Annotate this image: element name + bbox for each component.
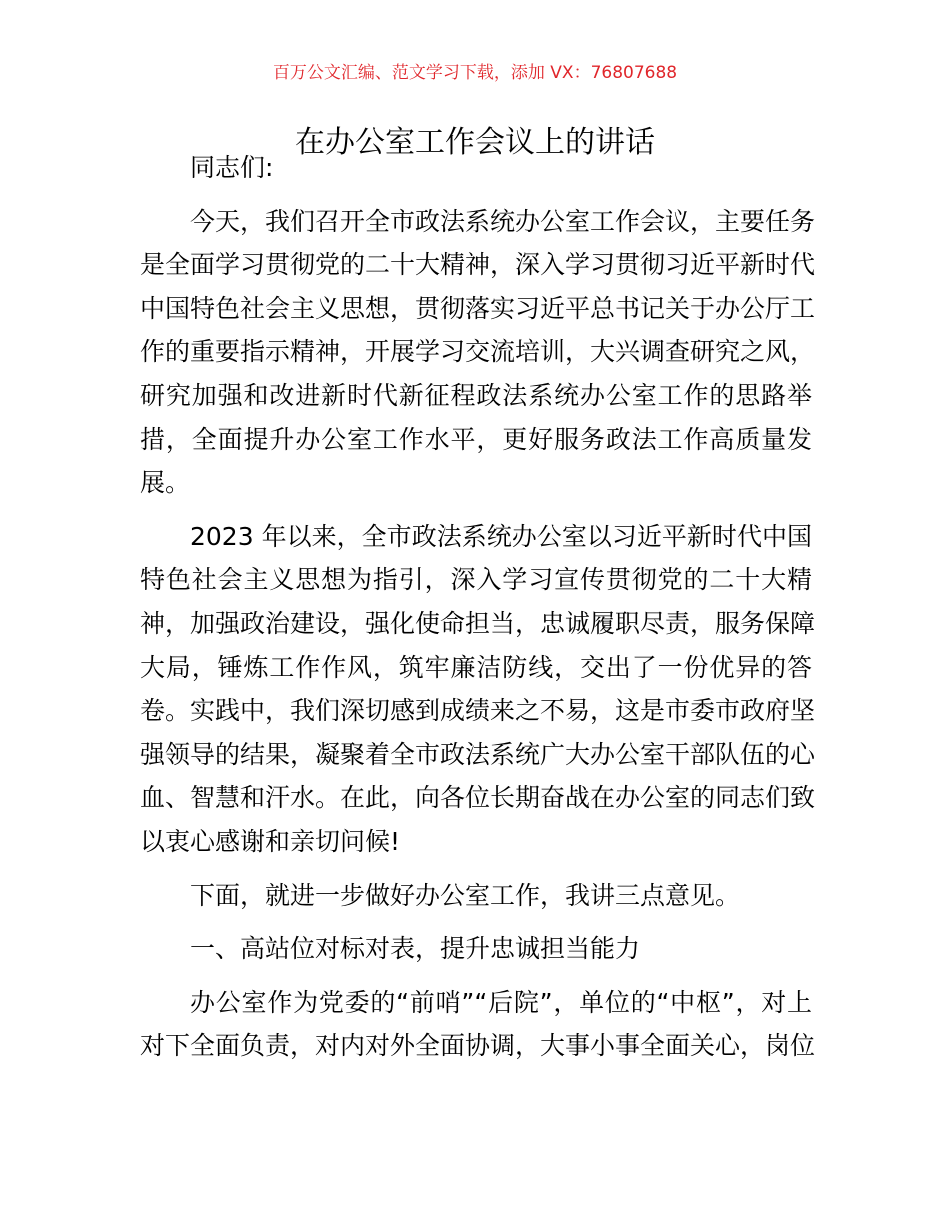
- text-line: 神，加强政治建设，强化使命担当，忠诚履职尽责，服务保障: [140, 608, 816, 638]
- text-line: 对下全面负责，对内对外全面协调，大事小事全面关心，岗位: [140, 1031, 816, 1061]
- text-line: 展。: [140, 468, 191, 498]
- text-line: 研究加强和改进新时代新征程政法系统办公室工作的思路举: [140, 380, 812, 410]
- text-line: 卷。实践中，我们深切感到成绩来之不易，这是市委市政府坚: [140, 696, 816, 726]
- text-line: 作的重要指示精神，开展学习交流培训，大兴调查研究之风，: [140, 337, 816, 367]
- document-body: [140, 146, 816, 1078]
- header-notice: 百万公文汇编、范文学习下载，添加 VX：76807688: [272, 63, 678, 83]
- paragraph: [140, 146, 812, 190]
- text-line: 血、智慧和汗水。在此，向各位长期奋战在办公室的同志们致: [140, 783, 816, 813]
- text-line: 今天，我们召开全市政法系统办公室工作会议，主要任务: [190, 206, 816, 236]
- text-line: 强领导的结果，凝聚着全市政法系统广大办公室干部队伍的心: [140, 739, 816, 769]
- text-line: 一、高站位对标对表，提升忠诚担当能力: [190, 934, 641, 964]
- document-title: 在办公室工作会议上的讲话: [295, 125, 655, 160]
- text-line: 中国特色社会主义思想，贯彻落实习近平总书记关于办公厅工: [140, 293, 816, 323]
- paragraph: [140, 515, 816, 864]
- text-line: 特色社会主义思想为指引，深入学习宣传贯彻党的二十大精: [140, 565, 812, 595]
- paragraph: [140, 874, 812, 918]
- paragraph: [140, 200, 816, 505]
- text-line: 同志们:: [190, 153, 274, 182]
- text-line: 以衷心感谢和亲切问候!: [140, 826, 401, 856]
- text-line: 措，全面提升办公室工作水平，更好服务政法工作高质量发: [140, 424, 812, 454]
- text-line: 下面，就进一步做好办公室工作，我讲三点意见。: [190, 880, 741, 910]
- text-line: 办公室作为党委的“前哨”“后院”，单位的“中枢”，对上: [190, 987, 812, 1017]
- text-line: 是全面学习贯彻党的二十大精神，深入学习贯彻习近平新时代: [140, 250, 816, 280]
- text-line: 大局，锤炼工作作风，筑牢廉洁防线，交出了一份优异的答: [140, 652, 812, 682]
- paragraph: [140, 927, 812, 971]
- paragraph: [140, 981, 816, 1068]
- text-line: 2023 年以来，全市政法系统办公室以习近平新时代中国: [190, 521, 812, 551]
